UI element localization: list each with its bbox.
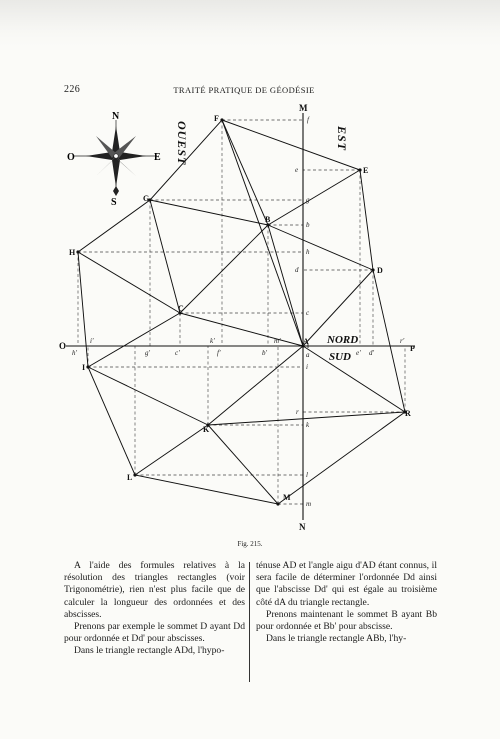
page-number: 226: [64, 84, 81, 95]
compass-south: S: [111, 197, 117, 208]
text-column-right: [256, 560, 437, 645]
vertex-label: I: [82, 363, 86, 372]
tick-label: e': [356, 349, 361, 357]
compass-north: N: [112, 111, 120, 122]
figure-caption: Fig. 215.: [237, 540, 263, 548]
tick-label: h: [306, 248, 310, 256]
tick-label: m': [274, 337, 281, 345]
tick-label: r': [400, 337, 405, 345]
vertex-label: E: [363, 166, 369, 175]
vertex-label: H: [69, 248, 76, 257]
vertex-label: R: [405, 409, 411, 418]
vertex-label: B: [265, 215, 271, 224]
tick-label: h': [72, 349, 77, 357]
tick-label: e: [295, 166, 299, 174]
sud-label: SUD: [329, 351, 352, 363]
paragraph: Dans le triangle rectangle ADd, l'hypo-: [74, 645, 225, 657]
axis-label-right: P: [410, 344, 415, 353]
tick-label: d: [295, 266, 299, 274]
vertex-label: K: [203, 425, 210, 434]
vertex-label: F: [214, 114, 219, 123]
compass-west: O: [67, 152, 75, 163]
tick-label: f': [217, 349, 221, 357]
text-column-left: [64, 560, 245, 658]
tick-label: l: [306, 471, 308, 479]
tick-label: r: [296, 408, 299, 416]
tick-label: a: [306, 351, 310, 359]
ouest-label: OUEST: [175, 121, 189, 166]
tick-label: i': [90, 337, 94, 345]
vertex-label: L: [127, 473, 133, 482]
geodesy-figure: [0, 100, 500, 535]
est-label: EST: [335, 126, 349, 152]
paragraph: Prenons par exemple le sommet D ayant Dd pour ordonnée et Dd' pour abscisses.: [64, 621, 245, 645]
axis-label-top: M: [299, 103, 308, 113]
vertex-label: C: [178, 304, 184, 313]
scan-edge-shadow: [0, 0, 500, 46]
triangulation-network: [78, 120, 405, 504]
column-divider: [249, 562, 250, 682]
projection-lines: [78, 120, 405, 504]
page-header: [64, 84, 424, 98]
tick-label: g': [145, 349, 150, 357]
paragraph: Dans le triangle rectangle ABb, l'hy-: [266, 633, 407, 645]
vertex-label: A: [303, 337, 309, 346]
vertex-label: M: [283, 493, 291, 502]
paragraph: ténuse AD et l'angle aigu d'AD étant connus, il sera facile de déterminer l'ordonnée Dd ainsi que l'abscisse Dd' qui est égale au troisième côté dA du triangle rectangle.: [256, 560, 437, 608]
axis-label-left: O: [59, 341, 67, 351]
region-labels: [59, 103, 415, 532]
tick-label: g: [306, 196, 310, 204]
tick-label: b': [262, 349, 267, 357]
tick-label: f: [307, 116, 309, 124]
nord-label: NORD: [327, 334, 359, 346]
vertex-markers: [76, 118, 406, 505]
tick-label: i: [306, 363, 308, 371]
paragraph: A l'aide des formules relatives à la résolution des triangles rectangles (voir Trigonométrie), rien n'est plus facile que de calculer la longueur des ordonnées et des abscisses.: [64, 560, 245, 620]
tick-label: k: [306, 421, 310, 429]
vertex-label: G: [143, 194, 150, 203]
tick-label: k': [210, 337, 215, 345]
tick-label: m: [306, 500, 312, 508]
axis-label-bottom: N: [299, 522, 306, 532]
tick-label: b: [306, 221, 310, 229]
tick-label: c': [175, 349, 180, 357]
tick-label: d': [369, 349, 374, 357]
compass-east: E: [154, 152, 161, 163]
paragraph: Prenons maintenant le sommet B ayant Bb pour ordonnée et Bb' pour abscisse.: [256, 608, 437, 633]
tick-label: c: [306, 309, 310, 317]
vertex-label: D: [377, 266, 383, 275]
running-title: TRAITÉ PRATIQUE DE GÉODÉSIE: [173, 85, 315, 95]
